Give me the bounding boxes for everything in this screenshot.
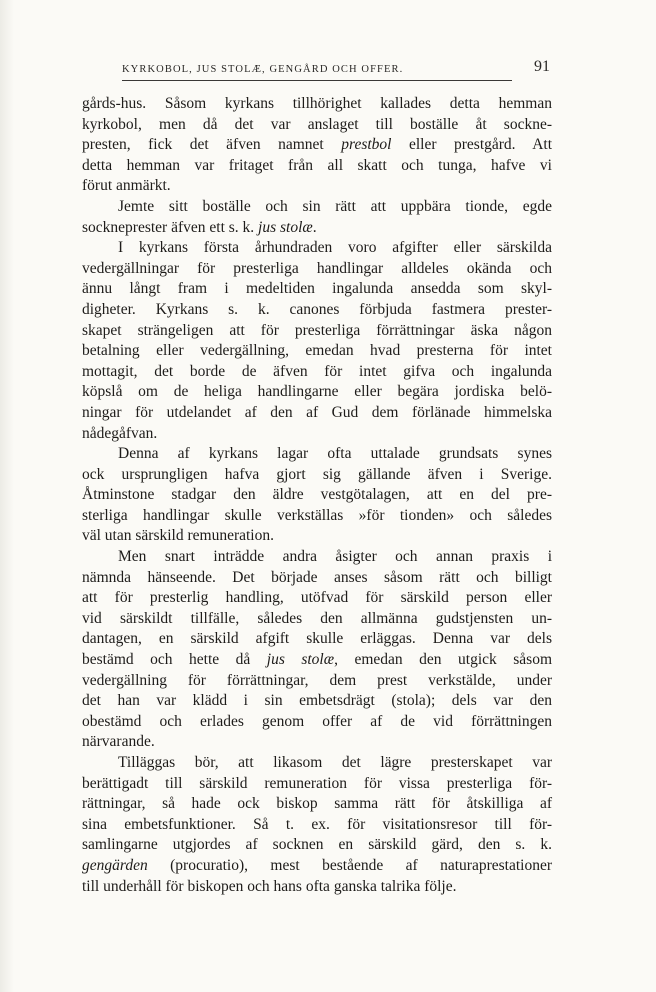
paragraph: [82, 547, 552, 753]
text-line: [82, 877, 552, 898]
text-line: [82, 362, 552, 383]
text-segment: nämnda hänseende. Det började anses såsom rätt och billigt: [82, 568, 552, 586]
text-line: [82, 856, 552, 877]
text-line: [82, 506, 552, 527]
text-segment: presten, fick det äfven namnet: [82, 136, 342, 154]
text-segment: skapet strängeligen att för presterliga förrättningar äska någon: [82, 321, 552, 339]
text-line: [82, 176, 552, 197]
text-line: [82, 115, 552, 136]
text-segment: det han var klädd i sin embetsdrägt (stola); dels var den: [82, 692, 552, 710]
text-segment: detta hemman var fritaget från all skatt och tunga, hafve vi: [82, 156, 552, 174]
text-line: [82, 197, 552, 218]
text-segment: mottagit, det borde de äfven för intet gifva och ingalunda: [82, 362, 552, 380]
text-segment: Jemte sitt boställe och sin rätt att uppbära tionde, egde: [118, 197, 552, 215]
text-segment: till underhåll för biskopen och hans ofta ganska talrika följe.: [82, 877, 457, 895]
text-line: [82, 691, 552, 712]
text-segment: Denna af kyrkans lagar ofta uttalade grundsats synes: [118, 445, 552, 463]
text-segment: väl utan särskild remuneration.: [82, 527, 274, 545]
text-segment: bestämd och hette då: [82, 651, 267, 669]
text-line: [82, 300, 552, 321]
text-segment: eller prestgård. Att: [391, 136, 553, 154]
text-line: [82, 341, 552, 362]
text-line: [82, 774, 552, 795]
text-segment: berättigadt till särskild remuneration för vissa presterliga för-: [82, 774, 552, 792]
text-segment: betalning eller vedergällning, emedan hvad presterna för intet: [82, 342, 552, 360]
text-line: [82, 321, 552, 342]
italic-term: prestbol: [341, 136, 392, 154]
page-number: 91: [534, 58, 550, 75]
text-segment: rättningar, så hade ock biskop samma rätt för åtskilliga af: [82, 795, 552, 813]
text-line: [82, 485, 552, 506]
text-line: [82, 732, 552, 753]
text-line: [82, 835, 552, 856]
text-segment: ock ursprungligen hafva gjort sig gällande äfven i Sverige.: [82, 465, 552, 483]
text-line: [82, 259, 552, 280]
paragraph: [82, 94, 552, 197]
text-line: [82, 156, 552, 177]
text-line: [82, 444, 552, 465]
text-segment: dantagen, en särskild afgift skulle erläggas. Denna var dels: [82, 630, 552, 648]
text-segment: I kyrkans första århundraden voro afgifter eller särskilda: [118, 239, 552, 257]
text-segment: obestämd och erlades genom offer af de vid förrättningen: [82, 712, 552, 730]
running-head: KYRKOBOL, JUS STOLÆ, GENGÅRD OCH OFFER.: [122, 64, 404, 75]
text-line: [82, 526, 552, 547]
text-line: [82, 465, 552, 486]
text-line: [82, 712, 552, 733]
text-line: [82, 815, 552, 836]
page-header: [82, 58, 552, 80]
italic-term: jus stolæ: [266, 651, 335, 669]
text-segment: (procuratio), mest bestående af naturaprestationer: [147, 856, 552, 874]
text-line: [82, 547, 552, 568]
text-segment: att för presterlig handling, utöfvad för särskild person eller: [82, 589, 552, 607]
text-segment: köpslå om de heliga handlingarne eller begära jordiska belö-: [82, 383, 552, 401]
paragraph: [82, 444, 552, 547]
italic-term: jus stolæ: [258, 218, 313, 236]
text-line: [82, 403, 552, 424]
text-line: [82, 424, 552, 445]
text-line: [82, 794, 552, 815]
text-segment: närvarande.: [82, 733, 155, 751]
text-line: [82, 650, 552, 671]
paragraph: [82, 238, 552, 444]
paragraph: [82, 753, 552, 897]
text-segment: förut anmärkt.: [82, 177, 171, 195]
text-segment: ännu långt fram i medeltiden ingalunda ansedda som skyl-: [82, 280, 552, 298]
text-segment: Men snart inträdde andra åsigter och annan praxis i: [118, 548, 552, 566]
text-segment: Tilläggas bör, att likasom det lägre presterskapet var: [118, 754, 552, 771]
text-segment: kyrkobol, men då det var anslaget till boställe åt sockne-: [82, 115, 552, 133]
text-line: [82, 629, 552, 650]
page-gutter-shadow: [0, 0, 14, 992]
text-segment: samlingarne utgjordes af socknen en särskild gärd, den s. k.: [82, 836, 552, 854]
text-segment: vedergällning för förrättningar, dem prest verkstälde, under: [82, 671, 552, 689]
italic-term: gengärden: [82, 856, 148, 874]
paragraph: [82, 197, 552, 238]
text-line: [82, 671, 552, 692]
text-line: [82, 218, 552, 239]
text-line: [82, 609, 552, 630]
text-segment: digheter. Kyrkans s. k. canones förbjuda fastmera prester-: [82, 300, 552, 318]
text-segment: sterliga handlingar skulle verkställas »för tionden» och således: [82, 506, 552, 524]
text-segment: Åtminstone stadgar den äldre vestgötalagen, att en del pre-: [82, 486, 552, 504]
text-segment: .: [312, 218, 317, 236]
text-line: [82, 382, 552, 403]
text-segment: nådegåfvan.: [82, 424, 158, 442]
text-segment: vedergällningar för presterliga handlingar alldeles okända och: [82, 259, 552, 277]
header-rule: [122, 80, 512, 81]
body-text: [82, 94, 552, 897]
text-segment: ningar för utdelandet af den af Gud dem förlänade himmelska: [82, 403, 552, 421]
text-line: [82, 238, 552, 259]
text-segment: sina embetsfunktioner. Så t. ex. för visitationsresor till för-: [82, 815, 552, 833]
text-segment: , emedan den utgick såsom: [334, 651, 553, 669]
text-line: [82, 568, 552, 589]
text-line: [82, 753, 552, 774]
text-line: [82, 588, 552, 609]
text-line: [82, 135, 552, 156]
text-line: [82, 279, 552, 300]
text-segment: vid särskildt tillfälle, således den allmänna gudstjensten un-: [82, 609, 552, 627]
text-line: [82, 94, 552, 115]
text-segment: sockneprester äfven ett s. k.: [82, 218, 259, 236]
text-segment: gårds-hus. Såsom kyrkans tillhörighet kallades detta hemman: [82, 95, 552, 112]
